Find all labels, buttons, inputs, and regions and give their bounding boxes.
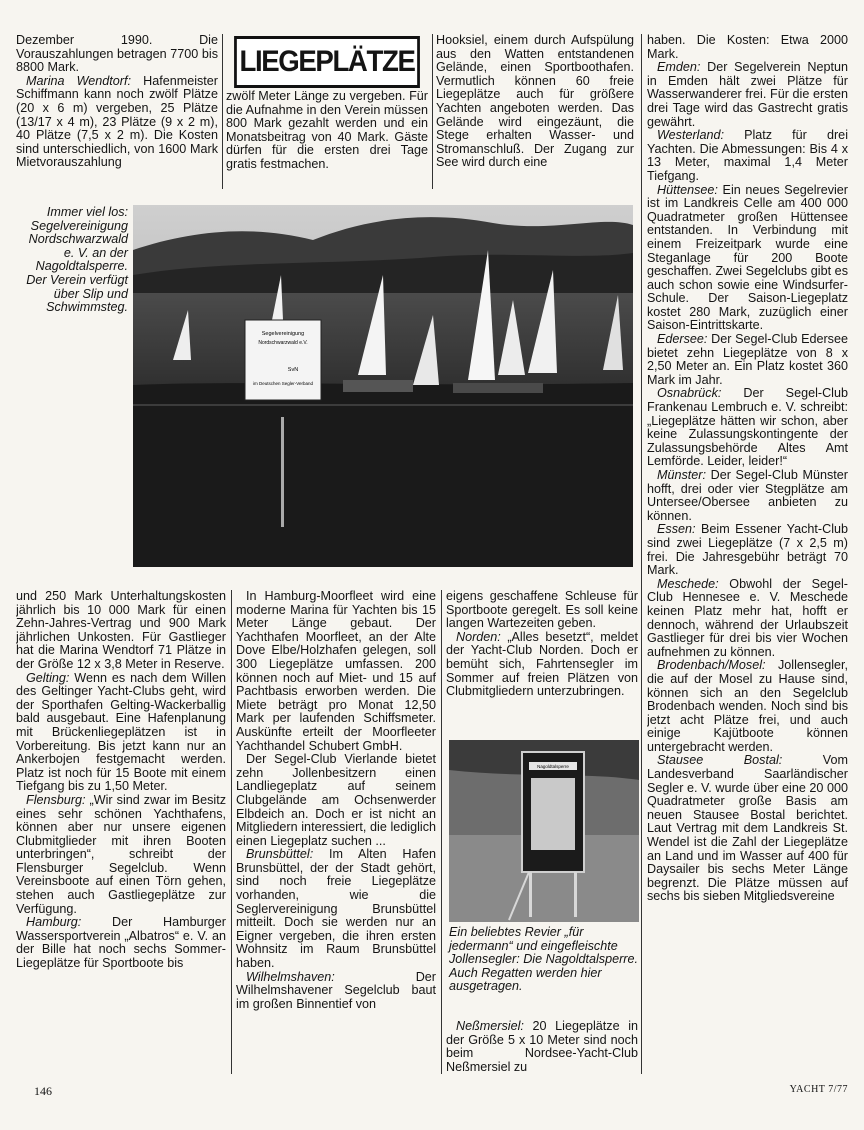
location-keyword: Norden:: [456, 629, 501, 644]
location-keyword: Gelting:: [26, 670, 70, 685]
sign-line-3: SvN: [287, 367, 299, 373]
column-rule: [441, 590, 442, 1074]
paragraph: und 250 Mark Unterhaltungskosten jährlich bis 10 000 Mark für einen Zehn-Jahres-Vertrag und 900 Mark jährlichen Unkosten. Für Gastlieger hat die Marina Wendtorf 71 Plätze in der Größe 12 x 3,8 Meter in Reserve.: [16, 590, 226, 671]
paragraph: Neßmersiel: 20 Liegeplätze in der Größe 5 x 10 Meter sind noch beim Nordsee-Yacht-Club Neßmersiel zu: [446, 1020, 638, 1074]
paragraph: Gelting: Wenn es nach dem Willen des Geltinger Yacht-Clubs geht, wird der Sporthafen Gelting-Wackerballig bald ausgebaut. Eine Hafenplanung mit Brückenliegeplätzen ist in Vorbereitung. Bis jetzt kann nur an Ankerbojen festgemacht werden. Platz ist noch für 15 Boote mit einem Tiefgang bis zu 1,50 Meter.: [16, 670, 226, 794]
location-keyword: Stausee Bostal:: [657, 753, 783, 768]
paragraph: eigens geschaffene Schleuse für Sportboote geregelt. Es soll keine langen Wartezeiten geben.: [446, 590, 638, 631]
location-keyword: Neßmersiel:: [456, 1020, 524, 1033]
photo-caption: Ein beliebtes Revier „für jedermann“ und eingefleischte Jollensegler: Die Nagoldtalsperre. Auch Regatten werden hier ausgetragen.: [449, 925, 639, 994]
paragraph: Westerland: Platz für drei Yachten. Die Abmessungen: Bis 4 x 13 Meter, maximal 1,4 Meter Tiefgang.: [647, 128, 848, 183]
location-keyword: Marina Wendtorf:: [26, 73, 131, 88]
column-rule: [432, 34, 433, 189]
paragraph: Brodenbach/Mosel: Jollensegler, die auf der Mosel zu Hause sind, können sich an den Segelclub Brodenbach wenden. Noch sind bis jetzt acht Plätze frei, und auch einige Kajütboote können untergebracht werden.: [647, 658, 848, 754]
paragraph: Meschede: Obwohl der Segel-Club Hennesee e. V. Meschede keinen Platz mehr hat, hofft er dennoch, während der Urlaubszeit Gastlieger für drei bis vier Wochen aufnehmen zu können.: [647, 576, 848, 659]
photo-illustration: [133, 205, 633, 567]
paragraph: Marina Wendtorf: Hafenmeister Schiffmann kann noch zwölf Plätze (20 x 6 m) vergeben, 25 Plätze (13/17 x 4 m), 23 Plätze (9 x 2 m), 40 Plätze (7,5 x 2 m). Die Kosten sind unterschiedlich, von 1600 Mark Mietvorauszahlung: [16, 73, 218, 170]
headline-logo: [234, 36, 420, 88]
photo2-sign-title: Nagoldtalsperre: [537, 764, 569, 769]
photo-caption: Immer viel los: Segelvereinigung Nordschwarzwald e. V. an der Nagoldtalsperre. Der Verein verfügt über Slip und Schwimmsteg.: [26, 205, 128, 315]
column-2-bottom: [236, 590, 436, 1074]
sailing-lake-photo: [133, 205, 633, 567]
page-number: 146: [34, 1084, 52, 1098]
paragraph: Brunsbüttel: Im Alten Hafen Brunsbüttel, der der Stadt gehört, sind noch freie Liegeplätze vorhanden, wie die Seglervereinigung Brunsbüttel mitteilt. Doch sie werden nur an Eigner vergeben, die ihren ersten Wohnsitz im Raum Brunsbüttel haben.: [236, 847, 436, 971]
column-1-bottom: [16, 590, 226, 1074]
paragraph: Hooksiel, einem durch Aufspülung aus den Watten entstandenen Gelände, einen Sportboothafen. Vermutlich können 60 freie Liegeplätze auch für größere Yachten angeboten werden. Das Gelände wird eingezäunt, die Stege erhalten Wasser- und Stromanschluß. Der Zugang zur See wird durch eine: [436, 34, 634, 170]
column-rule: [231, 590, 232, 1074]
column-3-end: [446, 1020, 638, 1075]
paragraph: Hamburg: Der Hamburger Wassersportverein „Albatros“ e. V. an der Bille hat noch sechs Sommer-Liegeplätze für Sportboote bis: [16, 915, 226, 971]
paragraph: Norden: „Alles besetzt“, meldet der Yacht-Club Norden. Doch er bemüht sich, Fahrtensegler im Sommer auf freien Plätzen von Clubmitgliedern unterzubringen.: [446, 629, 638, 699]
photo-illustration: [449, 740, 639, 922]
paragraph: Osnabrück: Der Segel-Club Frankenau Lembruch e. V. schreibt: „Liegeplätze hätten wir schon, aber keine Zulassungskontingente der Zulassungsbehörde Altes Amt Lemförde. Leider, leider!“: [647, 386, 848, 469]
column-rule: [222, 34, 223, 189]
sign-line-1: Segelvereinigung: [261, 331, 305, 337]
column-4: [647, 34, 848, 1072]
location-keyword: Westerland:: [657, 128, 724, 143]
paragraph: Wilhelmshaven: Der Wilhelmshavener Segelclub baut im großen Binnentief von: [236, 969, 436, 1011]
location-keyword: Wilhelmshaven:: [246, 969, 335, 984]
column-1-top: [16, 34, 218, 189]
location-keyword: Hamburg:: [26, 915, 82, 930]
sign-line-4: im Deutschen Segler-Verband: [252, 381, 314, 386]
paragraph: Emden: Der Segelverein Neptun in Emden hält zwei Plätze für Wasserwanderer frei. Für die ersten drei Tage wird das Gastrecht gratis gewährt.: [647, 60, 848, 129]
magazine-issue: YACHT 7/77: [789, 1084, 848, 1095]
paragraph: Hüttensee: Ein neues Segelrevier ist im Landkreis Celle am 400 000 Quadratmeter großen Hüttensee entstanden. In Verbindung mit einem Freizeitpark wurde eine Steganlage für 200 Boote geschaffen. Zwei Segelclubs gibt es auch schon sowie eine Windsurfer-Schule. Der Saison-Liegeplatz kostet 280 Mark, zuzüglich einer Saison-Eintrittskarte.: [647, 182, 848, 333]
location-keyword: Meschede:: [657, 576, 719, 591]
paragraph: Flensburg: „Wir sind zwar im Besitz eines sehr schönen Yachthafens, können aber nur unsere eigenen Clubmitglieder mit ihren Booten unterbringen“, schreibt der Flensburger Segelclub. Wenn Vereinsboote auf einen Törn gehen, stehen auch Gastliegeplätze zur Verfügung.: [16, 792, 226, 916]
paragraph: Der Segel-Club Vierlande bietet zehn Jollenbesitzern einen Landliegeplatz auf seinem Clubgelände am Ochsenwerder Elbdeich an. Doch er ist nicht an Mitgliedern interessiert, die lediglich einen Liegeplatz suchen ...: [236, 752, 436, 848]
location-keyword: Osnabrück:: [657, 386, 722, 401]
location-keyword: Emden:: [657, 60, 701, 75]
paragraph: Dezember 1990. Die Vorauszahlungen betragen 7700 bis 8800 Mark.: [16, 34, 218, 75]
location-keyword: Hüttensee:: [657, 182, 718, 197]
paragraph: Edersee: Der Segel-Club Edersee bietet zehn Liegeplätze von 8 x 2,50 Meter an. Ein Platz kostet 360 Mark im Jahr.: [647, 332, 848, 387]
location-keyword: Münster:: [657, 468, 706, 482]
paragraph: Stausee Bostal: Vom Landesverband Saarländischer Segler e. V. wurde über eine 20 000 Quadratmeter große Basis am neuen Stausee Bostal berichtet. Laut Vertrag mit dem Landkreis St. Wendel ist die Zahl der Liegeplätze an Land und im Wasser auf 400 für Daysailer bis sechs Meter Länge begrenzt. Die Plätze müssen auf sechs bis sieben Mitgliedsvereine: [647, 753, 848, 904]
location-keyword: Essen:: [657, 522, 696, 537]
column-3-top: [436, 34, 634, 189]
paragraph: Münster: Der Segel-Club Münster hofft, drei oder vier Stegplätze am Untersee/Obersee anbieten zu können.: [647, 468, 848, 523]
location-keyword: Brunsbüttel:: [246, 847, 314, 862]
location-keyword: Flensburg:: [26, 792, 86, 807]
location-keyword: Edersee:: [657, 332, 708, 347]
paragraph: zwölf Meter Länge zu vergeben. Für die Aufnahme in den Verein müssen 800 Mark gezahlt werden und ein Monatsbeitrag von 40 Mark. Gäste dürfen für die ersten drei Tage gratis festmachen.: [226, 90, 428, 171]
paragraph: Essen: Beim Essener Yacht-Club sind zwei Liegeplätze (7 x 2,5 m) frei. Die Jahresgebühr beträgt 70 Mark.: [647, 522, 848, 578]
column-2-top: [226, 90, 428, 190]
reservoir-sign-photo: [449, 740, 639, 922]
paragraph: haben. Die Kosten: Etwa 2000 Mark.: [647, 34, 848, 61]
column-rule: [641, 34, 642, 1074]
location-keyword: Brodenbach/Mosel:: [657, 658, 766, 673]
headline: LIEGEPLÄTZE: [239, 45, 415, 78]
sign-line-2: Nordschwarzwald e.V.: [258, 340, 308, 346]
paragraph: In Hamburg-Moorfleet wird eine moderne Marina für Yachten bis 15 Meter Länge gebaut. Der Yachthafen Moorfleet, an der Alte Dove Elbe/Holzhafen gelegen, soll 300 Liegeplätze umfassen. 200 können noch auf Miet- und 15 auf Pachtbasis erworben werden. Die Miete beträgt pro Monat 12,50 Mark per laufenden Schiffsmeter. Auskünfte erteilt der Moorfleeter Yachthandel Schubert GmbH.: [236, 590, 436, 753]
column-3-bottom: [446, 590, 638, 730]
